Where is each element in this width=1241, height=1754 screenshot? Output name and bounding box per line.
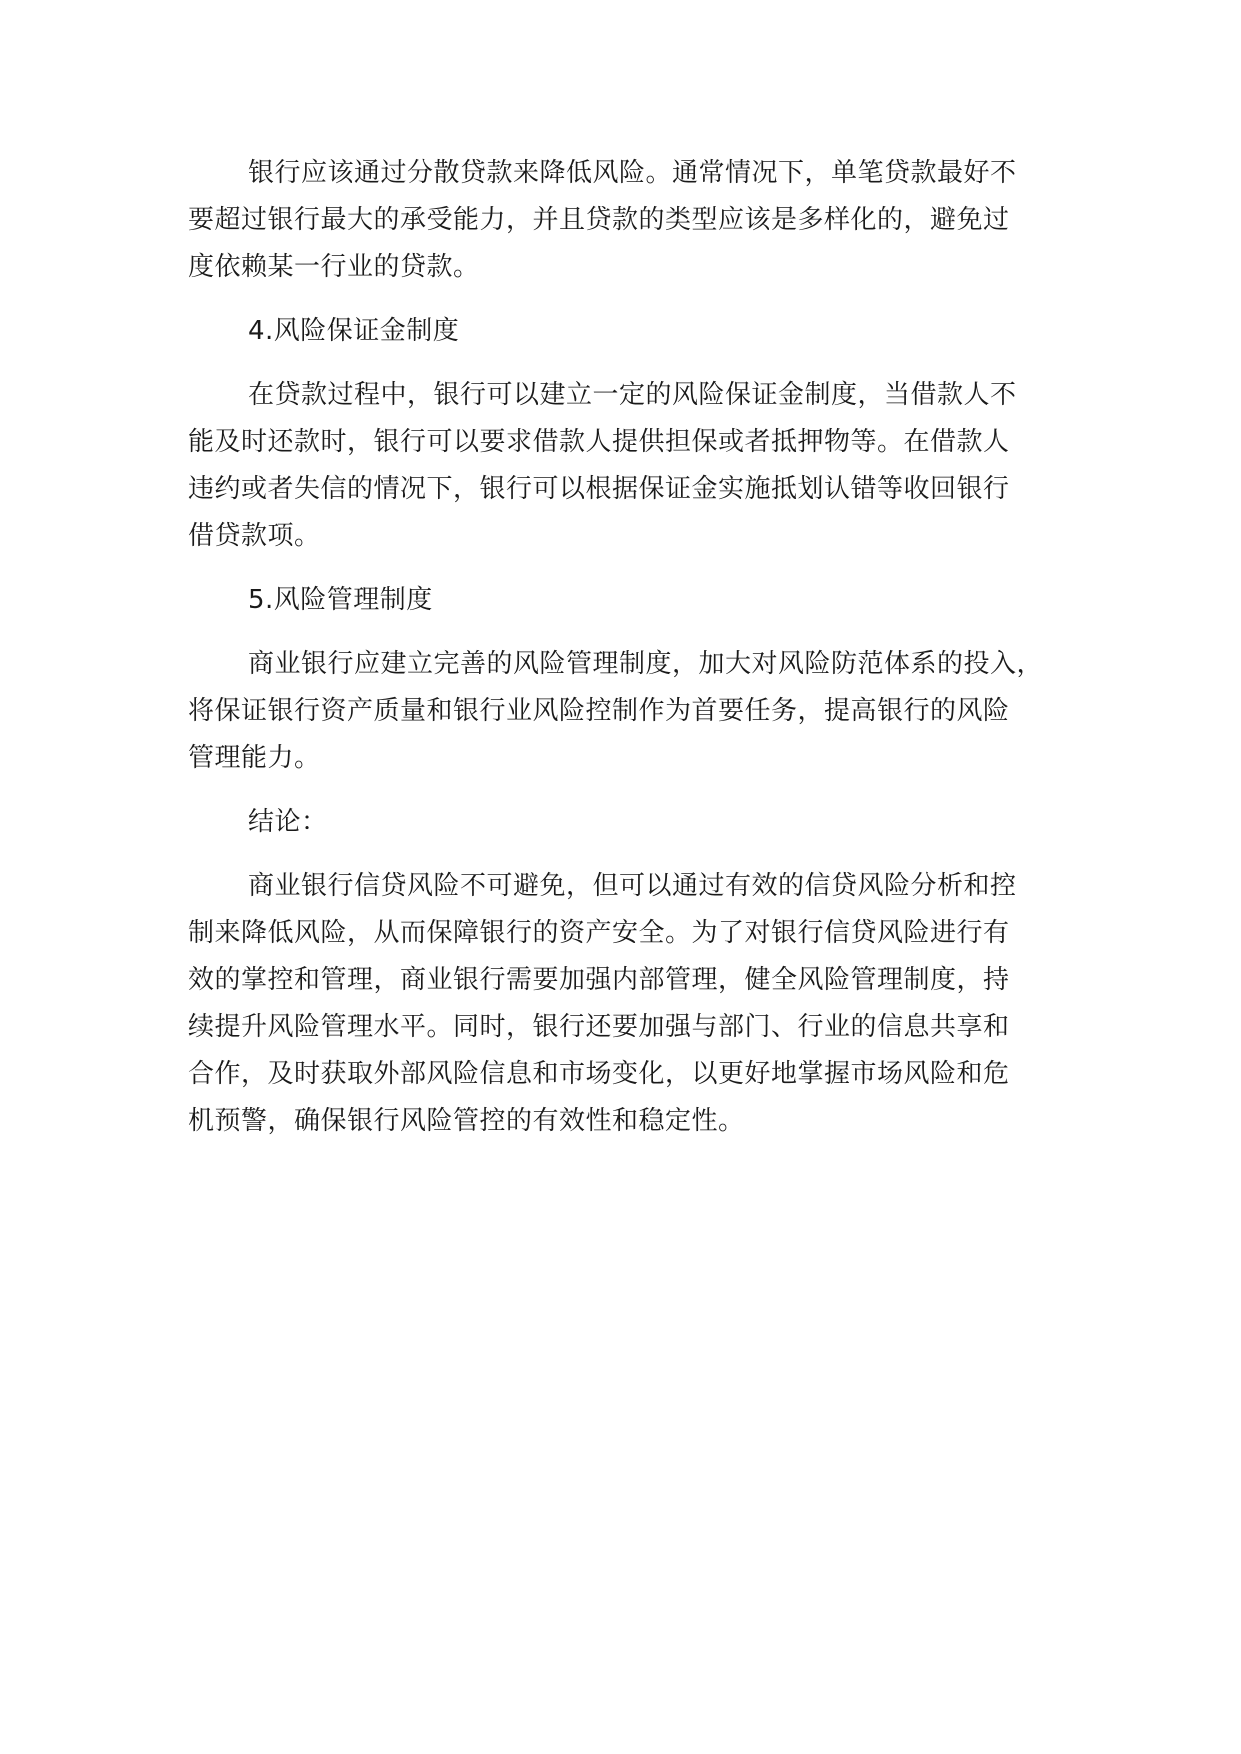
text-line: 商业银行应建立完善的风险管理制度，加大对风险防范体系的投入， (248, 649, 1044, 679)
text-line: 商业银行信贷风险不可避免，但可以通过有效的信贷风险分析和控 (248, 871, 1017, 901)
text-line: 制来降低风险，从而保障银行的资产安全。为了对银行信贷风险进行有 (188, 918, 1010, 948)
text-line: 将保证银行资产质量和银行业风险控制作为首要任务，提高银行的风险 (188, 696, 1010, 726)
section-heading-conclusion: 结论： (248, 807, 328, 837)
text-line: 合作，及时获取外部风险信息和市场变化，以更好地掌握市场风险和危 (188, 1059, 1010, 1089)
text-line: 能及时还款时，银行可以要求借款人提供担保或者抵押物等。在借款人 (188, 427, 1010, 457)
text-line: 管理能力。 (188, 743, 321, 773)
document-page (188, 150, 1078, 1162)
text-line: 度依赖某一行业的贷款。 (188, 252, 480, 282)
text-line: 要超过银行最大的承受能力，并且贷款的类型应该是多样化的，避免过 (188, 205, 1010, 235)
text-line: 银行应该通过分散贷款来降低风险。通常情况下，单笔贷款最好不 (248, 158, 1017, 188)
paragraph-diversification (188, 150, 1078, 291)
section-heading-risk-management: 5.风险管理制度 (248, 585, 433, 615)
text-line: 续提升风险管理水平。同时，银行还要加强与部门、行业的信息共享和 (188, 1012, 1010, 1042)
text-line: 违约或者失信的情况下，银行可以根据保证金实施抵划认错等收回银行 (188, 474, 1010, 504)
paragraph-risk-deposit (188, 372, 1078, 560)
text-line: 机预警，确保银行风险管控的有效性和稳定性。 (188, 1106, 745, 1136)
text-line: 在贷款过程中，银行可以建立一定的风险保证金制度，当借款人不 (248, 380, 1017, 410)
paragraph-conclusion (188, 863, 1078, 1145)
text-line: 借贷款项。 (188, 521, 321, 551)
section-heading-risk-deposit: 4.风险保证金制度 (248, 316, 460, 346)
text-line: 效的掌控和管理，商业银行需要加强内部管理，健全风险管理制度，持 (188, 965, 1010, 995)
paragraph-risk-management (188, 641, 1078, 782)
